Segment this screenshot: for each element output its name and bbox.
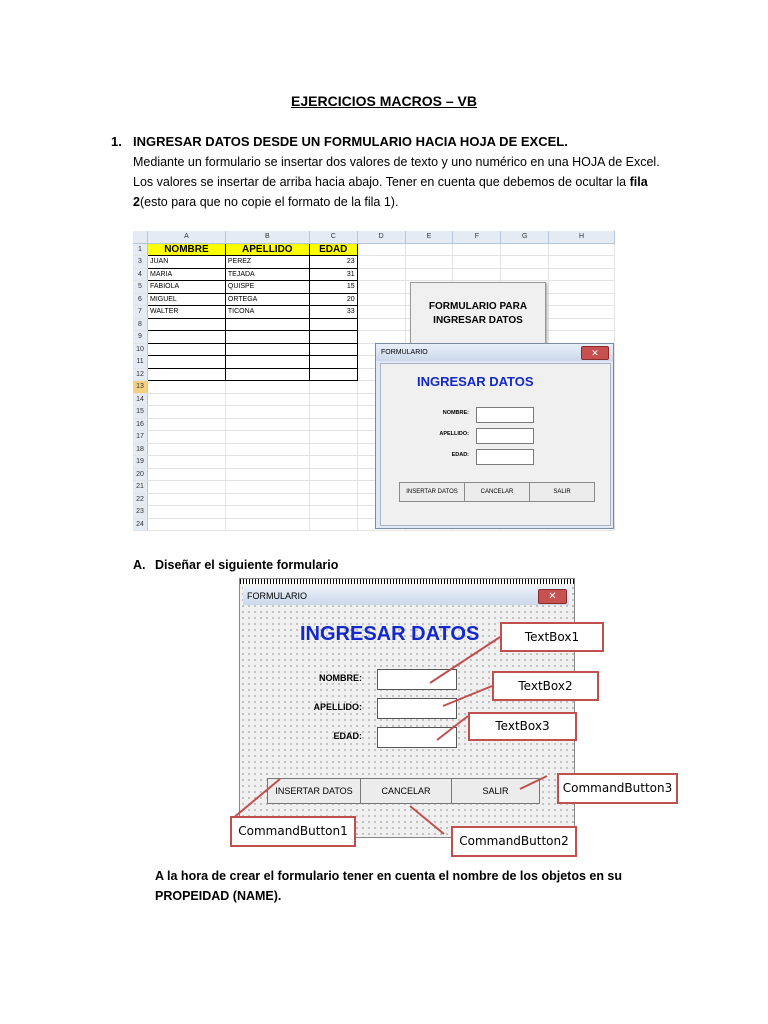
row-header[interactable]: 6 xyxy=(133,293,147,306)
cell[interactable] xyxy=(549,281,615,294)
cell[interactable] xyxy=(147,456,225,469)
label-apellido: APELLIDO: xyxy=(439,431,469,437)
cell[interactable] xyxy=(147,356,225,369)
cell[interactable] xyxy=(147,506,225,519)
cell[interactable] xyxy=(309,443,357,456)
cell-nombre[interactable]: FABIOLA xyxy=(147,281,225,294)
subsection-heading: Diseñar el siguiente formulario xyxy=(155,558,339,572)
closing-note xyxy=(155,866,635,906)
column-header[interactable]: A xyxy=(147,231,225,243)
cell[interactable] xyxy=(405,256,453,269)
cell[interactable] xyxy=(309,393,357,406)
callout-textbox1: TextBox1 xyxy=(500,622,604,652)
cell[interactable] xyxy=(147,443,225,456)
cell[interactable] xyxy=(357,256,405,269)
cell[interactable] xyxy=(147,418,225,431)
cell[interactable] xyxy=(225,481,309,494)
row-header[interactable]: 20 xyxy=(133,468,147,481)
cell-edad[interactable]: 15 xyxy=(309,281,357,294)
row-header[interactable]: 24 xyxy=(133,518,147,531)
cell[interactable] xyxy=(453,243,501,256)
row-header[interactable]: 23 xyxy=(133,506,147,519)
cell[interactable] xyxy=(225,318,309,331)
textbox3[interactable] xyxy=(377,727,457,748)
salir-button[interactable]: SALIR xyxy=(529,482,595,502)
cell[interactable] xyxy=(225,368,309,381)
column-header-row xyxy=(133,231,615,243)
note-line-1: A la hora de crear el formulario tener en cuenta el nombre de los objetos en su xyxy=(155,869,623,883)
cell[interactable] xyxy=(225,406,309,419)
cell-edad[interactable]: 31 xyxy=(309,268,357,281)
cell[interactable] xyxy=(501,268,549,281)
description-text-2: (esto para que no copie el formato de la fila 1). xyxy=(139,195,399,209)
cell[interactable] xyxy=(225,331,309,344)
cell[interactable] xyxy=(309,418,357,431)
cell[interactable] xyxy=(357,293,405,306)
cell[interactable] xyxy=(549,318,615,331)
note-line-2: PROPEIDAD (NAME). xyxy=(155,889,282,903)
column-header[interactable]: G xyxy=(501,231,549,243)
cell[interactable] xyxy=(549,331,615,344)
cell[interactable] xyxy=(549,306,615,319)
cell[interactable] xyxy=(501,243,549,256)
row-header[interactable]: 13 xyxy=(133,381,147,394)
cell[interactable] xyxy=(309,381,357,394)
cell[interactable] xyxy=(225,518,309,531)
cell[interactable] xyxy=(309,368,357,381)
cell[interactable] xyxy=(225,443,309,456)
row-header[interactable]: 14 xyxy=(133,393,147,406)
column-header[interactable]: E xyxy=(405,231,453,243)
cell-nombre[interactable]: MARIA xyxy=(147,268,225,281)
header-cell-apellido[interactable]: APELLIDO xyxy=(225,243,309,256)
exercise-number: 1. xyxy=(111,134,122,149)
cell-edad[interactable]: 23 xyxy=(309,256,357,269)
commandbutton1[interactable]: INSERTAR DATOS xyxy=(267,778,361,804)
cell[interactable] xyxy=(147,318,225,331)
form-window-preview xyxy=(375,343,614,529)
designer-selection-border xyxy=(240,579,574,584)
cell[interactable] xyxy=(225,343,309,356)
cell[interactable] xyxy=(147,518,225,531)
callout-commandbutton2: CommandButton2 xyxy=(451,826,577,857)
designer-label-apellido: APELLIDO: xyxy=(313,702,362,712)
insertar-datos-button[interactable]: INSERTAR DATOS xyxy=(399,482,465,502)
row-header[interactable]: 3 xyxy=(133,256,147,269)
cell[interactable] xyxy=(309,506,357,519)
cell[interactable] xyxy=(405,243,453,256)
cell[interactable] xyxy=(147,493,225,506)
cell[interactable] xyxy=(357,306,405,319)
cell[interactable] xyxy=(357,243,405,256)
cell[interactable] xyxy=(357,281,405,294)
cell-nombre[interactable]: MIGUEL xyxy=(147,293,225,306)
cell[interactable] xyxy=(309,518,357,531)
cell[interactable] xyxy=(549,268,615,281)
cell[interactable] xyxy=(309,493,357,506)
cell[interactable] xyxy=(549,256,615,269)
form-launcher-button[interactable]: FORMULARIO PARA INGRESAR DATOS xyxy=(410,282,546,346)
cell[interactable] xyxy=(309,318,357,331)
cell[interactable] xyxy=(147,381,225,394)
close-icon[interactable]: ✕ xyxy=(538,589,567,604)
cell[interactable] xyxy=(225,456,309,469)
window-titlebar: FORMULARIO xyxy=(376,344,613,361)
cell-apellido[interactable]: TEJADA xyxy=(225,268,309,281)
cell[interactable] xyxy=(549,293,615,306)
cell-edad[interactable]: 33 xyxy=(309,306,357,319)
form-body xyxy=(380,363,611,526)
cell[interactable] xyxy=(225,381,309,394)
row-header[interactable]: 1 xyxy=(133,243,147,256)
row-header[interactable]: 15 xyxy=(133,406,147,419)
subsection-letter: A. xyxy=(133,558,146,572)
row-header[interactable]: 21 xyxy=(133,481,147,494)
edad-input[interactable] xyxy=(476,449,534,465)
column-header[interactable]: D xyxy=(357,231,405,243)
row-header[interactable]: 12 xyxy=(133,368,147,381)
label-edad: EDAD: xyxy=(451,452,469,458)
header-cell-nombre[interactable]: NOMBRE xyxy=(147,243,225,256)
cell[interactable] xyxy=(225,356,309,369)
row-header[interactable]: 7 xyxy=(133,306,147,319)
textbox2[interactable] xyxy=(377,698,457,719)
cell-apellido[interactable]: ORTEGA xyxy=(225,293,309,306)
nombre-input[interactable] xyxy=(476,407,534,423)
row-header[interactable]: 16 xyxy=(133,418,147,431)
row-header[interactable]: 5 xyxy=(133,281,147,294)
cell[interactable] xyxy=(453,268,501,281)
cell[interactable] xyxy=(309,356,357,369)
cell-apellido[interactable]: TICONA xyxy=(225,306,309,319)
cell[interactable] xyxy=(309,406,357,419)
designer-titlebar: FORMULARIO xyxy=(243,587,569,605)
cell[interactable] xyxy=(357,318,405,331)
cell-nombre[interactable]: WALTER xyxy=(147,306,225,319)
cell[interactable] xyxy=(147,481,225,494)
cell[interactable] xyxy=(225,418,309,431)
cell[interactable] xyxy=(309,456,357,469)
select-all-corner[interactable] xyxy=(133,231,147,243)
cell[interactable] xyxy=(225,506,309,519)
cell[interactable] xyxy=(147,343,225,356)
row-header[interactable]: 9 xyxy=(133,331,147,344)
commandbutton2[interactable]: CANCELAR xyxy=(360,778,452,804)
row-header[interactable]: 22 xyxy=(133,493,147,506)
designer-label-edad: EDAD: xyxy=(333,731,362,741)
label-nombre: NOMBRE: xyxy=(442,410,469,416)
cell[interactable] xyxy=(501,256,549,269)
cell[interactable] xyxy=(147,406,225,419)
cancelar-button[interactable]: CANCELAR xyxy=(464,482,530,502)
form-title: INGRESAR DATOS xyxy=(417,374,534,389)
cell[interactable] xyxy=(309,343,357,356)
commandbutton3[interactable]: SALIR xyxy=(451,778,540,804)
row-header[interactable]: 10 xyxy=(133,343,147,356)
column-header[interactable]: B xyxy=(225,231,309,243)
cell[interactable] xyxy=(357,331,405,344)
exercise-heading: INGRESAR DATOS DESDE UN FORMULARIO HACIA HOJA DE EXCEL. xyxy=(133,134,568,149)
form-designer xyxy=(239,578,575,838)
cell[interactable] xyxy=(147,368,225,381)
textbox1[interactable] xyxy=(377,669,457,690)
cell-apellido[interactable]: QUISPE xyxy=(225,281,309,294)
cell[interactable] xyxy=(225,431,309,444)
cell[interactable] xyxy=(147,393,225,406)
cell[interactable] xyxy=(147,431,225,444)
callout-textbox3: TextBox3 xyxy=(468,712,577,741)
page-title: EJERCICIOS MACROS – VB xyxy=(291,93,477,109)
callout-commandbutton1: CommandButton1 xyxy=(230,816,356,847)
row-header[interactable]: 8 xyxy=(133,318,147,331)
cell[interactable] xyxy=(405,268,453,281)
row-header[interactable]: 4 xyxy=(133,268,147,281)
designer-label-nombre: NOMBRE: xyxy=(319,673,362,683)
cell[interactable] xyxy=(309,468,357,481)
column-header[interactable]: H xyxy=(549,231,615,243)
cell-nombre[interactable]: JUAN xyxy=(147,256,225,269)
column-header[interactable]: C xyxy=(309,231,357,243)
apellido-input[interactable] xyxy=(476,428,534,444)
cell-apellido[interactable]: PEREZ xyxy=(225,256,309,269)
cell[interactable] xyxy=(549,243,615,256)
cell[interactable] xyxy=(225,468,309,481)
callout-textbox2: TextBox2 xyxy=(492,671,599,701)
cell[interactable] xyxy=(357,268,405,281)
cell[interactable] xyxy=(309,481,357,494)
cell[interactable] xyxy=(147,468,225,481)
row-header[interactable]: 11 xyxy=(133,356,147,369)
cell-edad[interactable]: 20 xyxy=(309,293,357,306)
sheet-row xyxy=(133,243,615,256)
exercise-description xyxy=(133,152,673,212)
close-icon[interactable]: ✕ xyxy=(581,346,609,360)
row-header[interactable]: 19 xyxy=(133,456,147,469)
cell[interactable] xyxy=(225,493,309,506)
cell[interactable] xyxy=(309,431,357,444)
column-header[interactable]: F xyxy=(453,231,501,243)
row-header[interactable]: 17 xyxy=(133,431,147,444)
sheet-row xyxy=(133,268,615,281)
header-cell-edad[interactable]: EDAD xyxy=(309,243,357,256)
cell[interactable] xyxy=(225,393,309,406)
description-text-1: Mediante un formulario se insertar dos valores de texto y uno numérico en una HOJA de Excel. Los valores se insertar de arriba hacia abajo. Tener en cuenta que debemos de ocultar la xyxy=(133,155,660,189)
callout-commandbutton3: CommandButton3 xyxy=(557,773,678,804)
cell[interactable] xyxy=(309,331,357,344)
description-bold: fila 2 xyxy=(133,175,648,209)
designer-form-title: INGRESAR DATOS xyxy=(300,623,480,645)
cell[interactable] xyxy=(147,331,225,344)
cell[interactable] xyxy=(453,256,501,269)
sheet-row xyxy=(133,256,615,269)
row-header[interactable]: 18 xyxy=(133,443,147,456)
